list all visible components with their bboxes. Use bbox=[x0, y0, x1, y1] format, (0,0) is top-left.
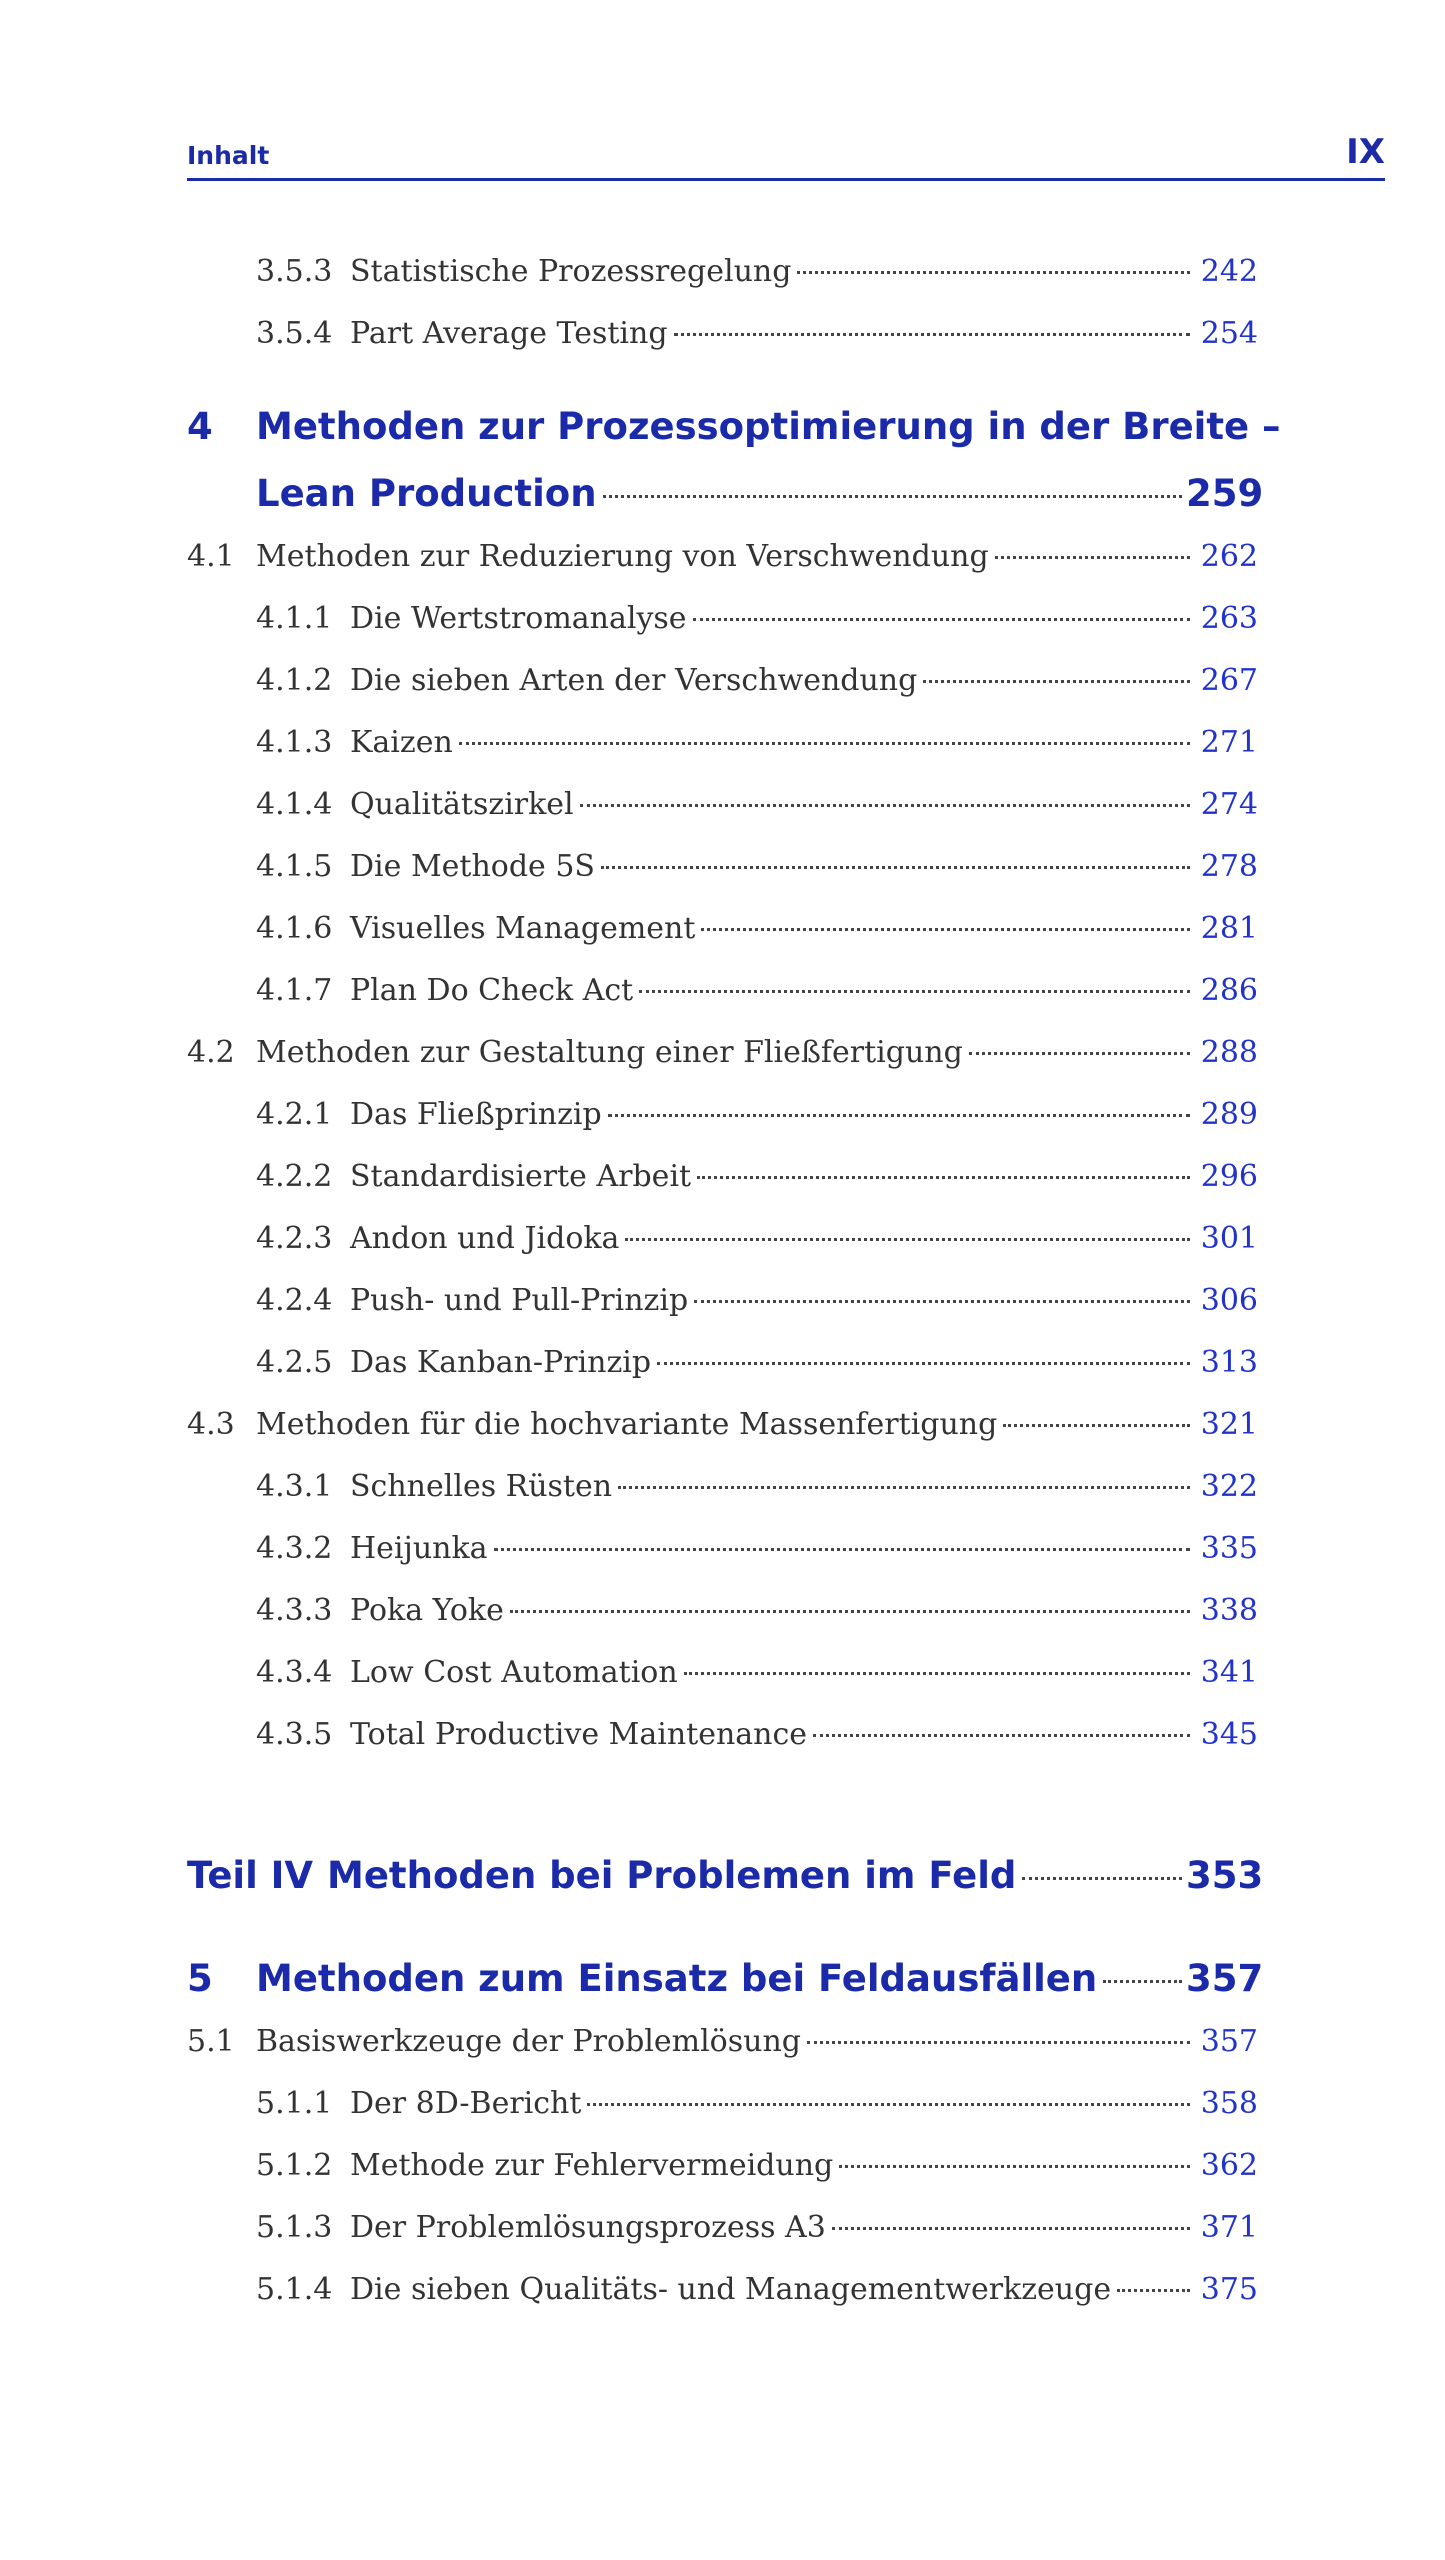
toc-entry-4-2-2[interactable] bbox=[256, 1150, 1258, 1194]
page-number: IX bbox=[1346, 132, 1385, 172]
dot-leader bbox=[813, 1701, 1190, 1737]
entry-page: 313 bbox=[1200, 1345, 1258, 1380]
entry-page: 296 bbox=[1200, 1159, 1258, 1194]
toc-entry-4-1-1[interactable] bbox=[256, 592, 1258, 636]
dot-leader bbox=[807, 2008, 1190, 2044]
dot-leader bbox=[797, 238, 1190, 274]
dot-leader bbox=[1103, 1939, 1182, 1983]
toc-entry-3-5-3[interactable] bbox=[256, 245, 1258, 289]
entry-title: Die sieben Arten der Verschwendung bbox=[350, 663, 918, 698]
dot-leader bbox=[625, 1205, 1190, 1241]
toc-entry-4-3-4[interactable] bbox=[256, 1646, 1258, 1690]
entry-page: 358 bbox=[1200, 2086, 1258, 2121]
entry-title: Standardisierte Arbeit bbox=[350, 1159, 692, 1194]
entry-page: 286 bbox=[1200, 973, 1258, 1008]
entry-page: 259 bbox=[1186, 471, 1264, 515]
toc-entry-4-1-3[interactable] bbox=[256, 716, 1258, 760]
entry-number: 4.2.5 bbox=[256, 1345, 333, 1380]
dot-leader bbox=[694, 1267, 1190, 1303]
dot-leader bbox=[697, 1143, 1190, 1179]
entry-title: Basiswerkzeuge der Problemlösung bbox=[256, 2024, 801, 2059]
entry-number: 3.5.3 bbox=[256, 254, 333, 289]
toc-entry-5-1[interactable] bbox=[187, 2015, 1258, 2059]
entry-number: 4.1.2 bbox=[256, 663, 333, 698]
entry-number: 4.1.6 bbox=[256, 911, 333, 946]
entry-page: 288 bbox=[1200, 1035, 1258, 1070]
entry-number: 5.1.2 bbox=[256, 2148, 333, 2183]
entry-title: Statistische Prozessregelung bbox=[350, 254, 792, 289]
part-number: Teil IV bbox=[187, 1853, 314, 1897]
toc-entry-5-1-3[interactable] bbox=[256, 2201, 1258, 2245]
toc-entry-4-1[interactable] bbox=[187, 530, 1258, 574]
entry-page: 242 bbox=[1200, 254, 1258, 289]
toc-entry-4-3-2[interactable] bbox=[256, 1522, 1258, 1566]
entry-title: Methoden zur Reduzierung von Verschwendung bbox=[256, 539, 989, 574]
toc-entry-4-1-4[interactable] bbox=[256, 778, 1258, 822]
entry-title: Der 8D-Bericht bbox=[350, 2086, 582, 2121]
entry-page: 289 bbox=[1200, 1097, 1258, 1132]
toc-entry-4-1-2[interactable] bbox=[256, 654, 1258, 698]
entry-number: 4.1.4 bbox=[256, 787, 333, 822]
dot-leader bbox=[832, 2194, 1190, 2230]
dot-leader bbox=[701, 895, 1190, 931]
entry-title: Der Problemlösungsprozess A3 bbox=[350, 2210, 826, 2245]
entry-number: 5.1.3 bbox=[256, 2210, 333, 2245]
entry-title: Andon und Jidoka bbox=[350, 1221, 620, 1256]
dot-leader bbox=[580, 771, 1190, 807]
entry-page: 278 bbox=[1200, 849, 1258, 884]
toc-chapter-4-line1[interactable] bbox=[187, 405, 1281, 448]
dot-leader bbox=[684, 1639, 1190, 1675]
toc-part-4[interactable] bbox=[187, 1844, 1264, 1897]
dot-leader bbox=[639, 957, 1190, 993]
entry-number: 4.3.1 bbox=[256, 1469, 333, 1504]
entry-page: 306 bbox=[1200, 1283, 1258, 1318]
entry-page: 271 bbox=[1200, 725, 1258, 760]
dot-leader bbox=[1117, 2256, 1190, 2292]
running-header-title: Inhalt bbox=[187, 141, 270, 170]
chapter-title-line2: Lean Production bbox=[256, 471, 597, 515]
chapter-title-line1: Methoden zur Prozessoptimierung in der Breite – bbox=[256, 405, 1281, 448]
entry-title: Visuelles Management bbox=[350, 911, 696, 946]
entry-page: 338 bbox=[1200, 1593, 1258, 1628]
dot-leader bbox=[494, 1515, 1190, 1551]
entry-number: 5.1.1 bbox=[256, 2086, 333, 2121]
toc-entry-4-2-1[interactable] bbox=[256, 1088, 1258, 1132]
entry-number: 4.2.4 bbox=[256, 1283, 333, 1318]
entry-page: 281 bbox=[1200, 911, 1258, 946]
toc-entry-5-1-1[interactable] bbox=[256, 2077, 1258, 2121]
entry-page: 353 bbox=[1186, 1853, 1264, 1897]
dot-leader bbox=[674, 300, 1190, 336]
toc-entry-4-2-3[interactable] bbox=[256, 1212, 1258, 1256]
entry-title: Das Kanban-Prinzip bbox=[350, 1345, 652, 1380]
entry-page: 357 bbox=[1186, 1956, 1264, 2000]
dot-leader bbox=[587, 2070, 1190, 2106]
entry-title: Heijunka bbox=[350, 1531, 488, 1566]
chapter-number: 4 bbox=[187, 405, 213, 448]
entry-number: 4.2.2 bbox=[256, 1159, 333, 1194]
toc-entry-4-3-5[interactable] bbox=[256, 1708, 1258, 1752]
dot-leader bbox=[601, 833, 1190, 869]
dot-leader bbox=[1022, 1836, 1182, 1880]
entry-page: 254 bbox=[1200, 316, 1258, 351]
entry-title: Poka Yoke bbox=[350, 1593, 504, 1628]
toc-chapter-5[interactable] bbox=[187, 1947, 1264, 2000]
entry-page: 322 bbox=[1200, 1469, 1258, 1504]
entry-title: Total Productive Maintenance bbox=[350, 1717, 808, 1752]
page-header bbox=[187, 128, 1385, 181]
toc-entry-4-1-7[interactable] bbox=[256, 964, 1258, 1008]
toc-entry-4-3-1[interactable] bbox=[256, 1460, 1258, 1504]
entry-number: 5.1 bbox=[187, 2024, 235, 2059]
dot-leader bbox=[459, 709, 1190, 745]
entry-number: 4.3.5 bbox=[256, 1717, 333, 1752]
entry-number: 4.1.1 bbox=[256, 601, 333, 636]
dot-leader bbox=[995, 523, 1190, 559]
dot-leader bbox=[839, 2132, 1190, 2168]
toc-entry-5-1-2[interactable] bbox=[256, 2139, 1258, 2183]
entry-title: Part Average Testing bbox=[350, 316, 668, 351]
entry-title: Die sieben Qualitäts- und Managementwerkzeuge bbox=[350, 2272, 1112, 2307]
toc-entry-4-1-6[interactable] bbox=[256, 902, 1258, 946]
toc-entry-4-1-5[interactable] bbox=[256, 840, 1258, 884]
entry-number: 4.3 bbox=[187, 1407, 235, 1442]
dot-leader bbox=[693, 585, 1190, 621]
entry-number: 4.2.1 bbox=[256, 1097, 333, 1132]
entry-title: Die Wertstromanalyse bbox=[350, 601, 687, 636]
entry-title: Qualitätszirkel bbox=[350, 787, 574, 822]
entry-page: 341 bbox=[1200, 1655, 1258, 1690]
entry-page: 262 bbox=[1200, 539, 1258, 574]
entry-title: Methoden für die hochvariante Massenfertigung bbox=[256, 1407, 998, 1442]
toc-entry-4-2-4[interactable] bbox=[256, 1274, 1258, 1318]
entry-title: Schnelles Rüsten bbox=[350, 1469, 613, 1504]
dot-leader bbox=[608, 1081, 1190, 1117]
part-title: Methoden bei Problemen im Feld bbox=[327, 1853, 1017, 1897]
entry-number: 4.2.3 bbox=[256, 1221, 333, 1256]
entry-number: 4.1.5 bbox=[256, 849, 333, 884]
entry-page: 375 bbox=[1200, 2272, 1258, 2307]
entry-title: Die Methode 5S bbox=[350, 849, 595, 884]
entry-page: 335 bbox=[1200, 1531, 1258, 1566]
entry-page: 301 bbox=[1200, 1221, 1258, 1256]
entry-page: 263 bbox=[1200, 601, 1258, 636]
entry-page: 267 bbox=[1200, 663, 1258, 698]
toc-entry-4-3[interactable] bbox=[187, 1398, 1258, 1442]
dot-leader bbox=[603, 454, 1182, 498]
entry-title: Push- und Pull-Prinzip bbox=[350, 1283, 689, 1318]
entry-title: Methode zur Fehlervermeidung bbox=[350, 2148, 834, 2183]
entry-title: Kaizen bbox=[350, 725, 453, 760]
chapter-title: Methoden zum Einsatz bei Feldausfällen bbox=[256, 1956, 1098, 2000]
dot-leader bbox=[969, 1019, 1190, 1055]
entry-number: 4.1.3 bbox=[256, 725, 333, 760]
entry-number: 4.1 bbox=[187, 539, 235, 574]
entry-number: 4.3.2 bbox=[256, 1531, 333, 1566]
entry-title: Low Cost Automation bbox=[350, 1655, 678, 1690]
toc-entry-4-2-5[interactable] bbox=[256, 1336, 1258, 1380]
dot-leader bbox=[657, 1329, 1190, 1365]
toc-chapter-4-line2[interactable] bbox=[187, 462, 1264, 515]
entry-page: 345 bbox=[1200, 1717, 1258, 1752]
entry-title: Das Fließprinzip bbox=[350, 1097, 602, 1132]
entry-page: 321 bbox=[1200, 1407, 1258, 1442]
dot-leader bbox=[510, 1577, 1190, 1613]
entry-number: 4.1.7 bbox=[256, 973, 333, 1008]
toc-entry-4-3-3[interactable] bbox=[256, 1584, 1258, 1628]
dot-leader bbox=[618, 1453, 1190, 1489]
entry-page: 362 bbox=[1200, 2148, 1258, 2183]
entry-title: Methoden zur Gestaltung einer Fließfertigung bbox=[256, 1035, 963, 1070]
toc-entry-4-2[interactable] bbox=[187, 1026, 1258, 1070]
toc-entry-3-5-4[interactable] bbox=[256, 307, 1258, 351]
entry-page: 357 bbox=[1200, 2024, 1258, 2059]
entry-number: 4.2 bbox=[187, 1035, 235, 1070]
chapter-number: 5 bbox=[187, 1956, 213, 2000]
entry-page: 371 bbox=[1200, 2210, 1258, 2245]
dot-leader bbox=[1003, 1391, 1190, 1427]
dot-leader bbox=[923, 647, 1190, 683]
entry-number: 4.3.3 bbox=[256, 1593, 333, 1628]
toc-entry-5-1-4[interactable] bbox=[256, 2263, 1258, 2307]
entry-page: 274 bbox=[1200, 787, 1258, 822]
entry-number: 4.3.4 bbox=[256, 1655, 333, 1690]
entry-number: 3.5.4 bbox=[256, 316, 333, 351]
entry-number: 5.1.4 bbox=[256, 2272, 333, 2307]
entry-title: Plan Do Check Act bbox=[350, 973, 634, 1008]
